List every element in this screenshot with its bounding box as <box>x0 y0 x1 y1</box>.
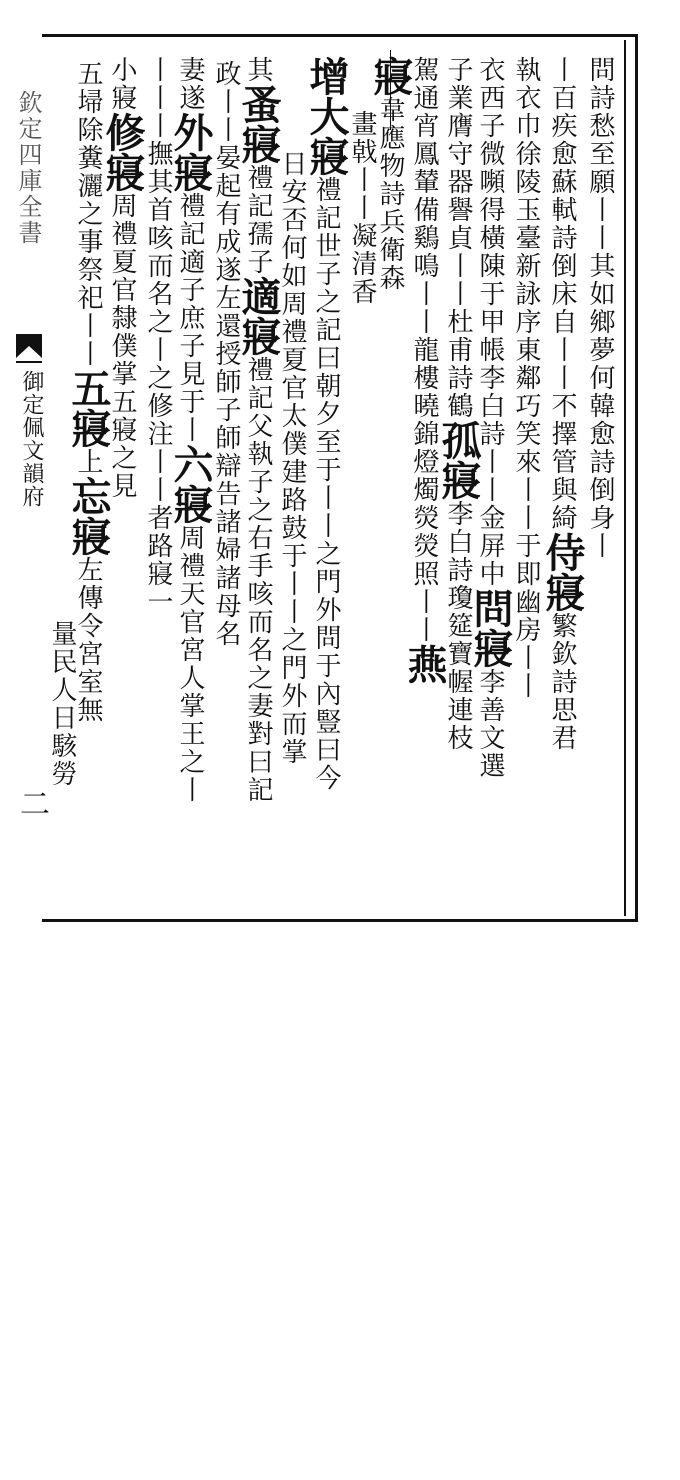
text-segment: 李善文選 <box>475 668 505 780</box>
text-column <box>539 56 586 916</box>
text-segment: 丨之修注丨丨者路寢一 <box>143 336 173 616</box>
text-segment: 李白詩瓊筵寶幄連枝 <box>443 500 473 752</box>
text-segment: 禮記世子之記曰朝夕至于丨丨之門外問于內豎曰今 <box>311 176 341 792</box>
text-column <box>40 620 82 1480</box>
headword: 五寢 <box>65 368 112 448</box>
text-segment: 上 <box>73 448 103 476</box>
section-tab: 欽定四庫全書 <box>14 90 42 246</box>
text-segment: 禮記孺子 <box>243 164 273 276</box>
text-column <box>578 56 620 916</box>
text-segment: 見 <box>107 472 137 500</box>
text-segment: 左傳令宮室無 <box>73 556 103 724</box>
text-segment: 丨丨 <box>143 56 173 112</box>
leaf-number: 二 <box>14 788 49 818</box>
text-segment: 有成遂左還授師子師辯告諸婦諸母名 <box>211 200 241 648</box>
text-segment: 執衣巾徐陵玉臺新詠序東鄰巧笑來丨丨于 <box>511 56 541 560</box>
text-column <box>340 110 382 970</box>
headword: 適寢 <box>235 276 282 356</box>
text-segment: 問詩愁至願丨丨其如鄉夢何韓愈詩倒身丨 <box>585 56 615 560</box>
headword: 侍寢 <box>539 532 586 612</box>
headword: 六寢 <box>167 444 214 524</box>
text-segment: 禮記父執子之右手咳而名之妻對曰記 <box>243 356 273 804</box>
text-segment: 妻遂 <box>175 56 205 112</box>
text-segment: 量民人日駭勞 <box>47 620 77 788</box>
text-segment: 埽除糞灑之事祭祀丨丨 <box>73 88 103 368</box>
text-segment: 繁欽詩思君 <box>547 612 577 752</box>
headword: 忘寢 <box>65 476 112 556</box>
headword: 修寢 <box>99 112 146 192</box>
text-segment: 丨丨晏起 <box>211 88 241 200</box>
text-segment: 駕通宵鳳輦備鷄鳴丨丨龍樓曉 <box>409 56 439 420</box>
text-segment: 子業膺守器譽貞丨丨杜甫詩鶴 <box>443 56 473 420</box>
text-segment: 日安否何如周禮夏官太僕建路鼓于丨丨之門外而掌 <box>277 150 307 766</box>
headword: 增大寢 <box>303 56 350 176</box>
headword: 燕 <box>401 644 448 684</box>
text-segment: 其 <box>243 56 273 84</box>
headword: 外寢 <box>167 112 214 192</box>
text-segment: 畫戟丨丨凝清香 <box>347 110 377 306</box>
text-segment: 小寢 <box>107 56 137 112</box>
fish-tail-mark-icon <box>14 332 44 366</box>
text-column <box>504 56 546 916</box>
text-segment: 周禮天官宮人掌王之丨 <box>175 524 205 804</box>
headword: 寢 <box>367 56 414 96</box>
text-segment: 即幽房丨丨 <box>511 560 541 700</box>
inner-border-line <box>624 40 626 916</box>
page-margin <box>8 40 49 918</box>
text-segment: 丨撫其首咳而名之 <box>143 112 173 336</box>
text-segment: 五 <box>73 60 103 88</box>
text-segment: 丨百疾愈蘇軾詩倒床自丨丨不擇管與綺 <box>547 56 577 532</box>
headword: 孤寢 <box>435 420 482 500</box>
book-title: 御定佩文韻府 <box>19 370 44 508</box>
text-segment: 禮記適子庶子見于丨 <box>175 192 205 444</box>
text-segment: 錦燈燭熒熒照丨丨 <box>409 420 439 644</box>
text-segment: 周禮夏官隸僕掌五寢之 <box>107 192 137 472</box>
headword: 蚤寢 <box>235 84 282 164</box>
text-segment: 韋應物詩兵衛森 <box>375 96 405 292</box>
headword: 問寢 <box>467 588 514 668</box>
text-segment: 衣西子微嚬得橫陳于甲帳李白詩丨丨金屏中 <box>475 56 505 588</box>
text-segment: 政 <box>211 60 241 88</box>
